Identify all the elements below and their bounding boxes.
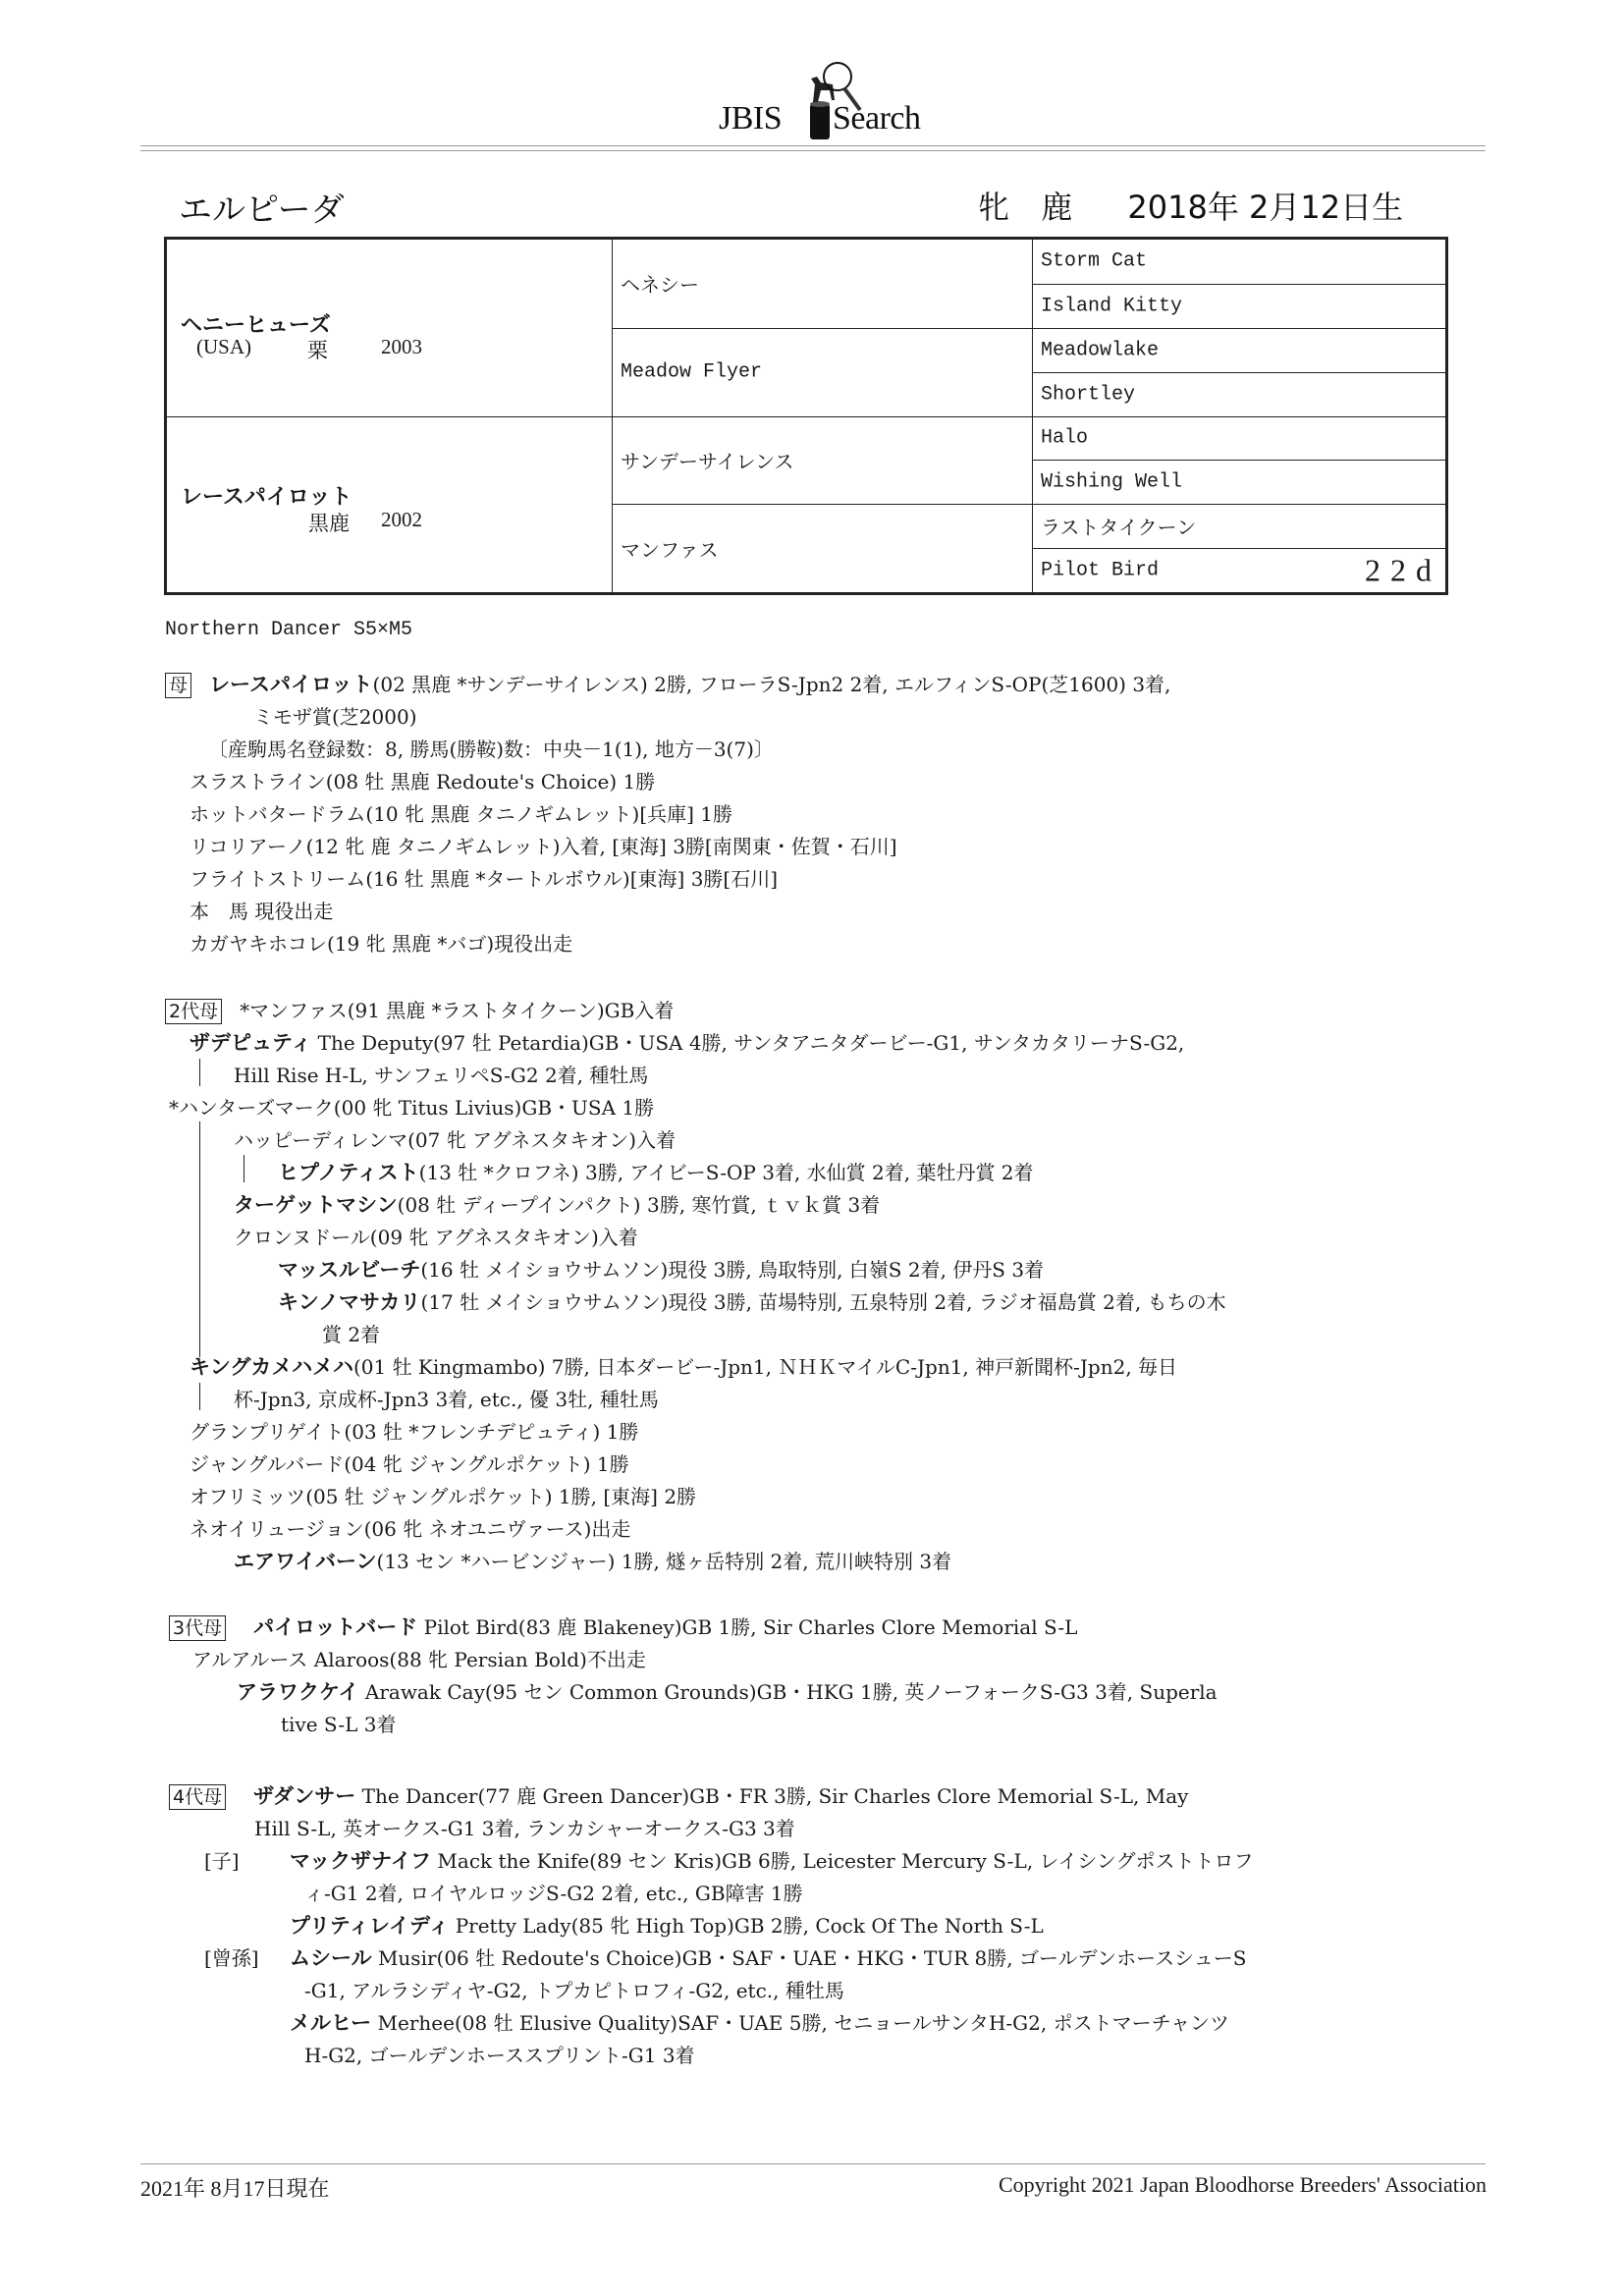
logo-text-search: Search — [833, 100, 921, 137]
sire-year: 2003 — [381, 335, 422, 358]
granddam-line — [165, 997, 674, 1024]
horse-color: 鹿 — [1041, 189, 1073, 226]
granddam-line: 賞 2着 — [322, 1323, 381, 1346]
fourth-dam-line — [290, 1944, 1246, 1972]
granddam-line: グランプリゲイト(03 牡 *フレンチデピュティ) 1勝 — [189, 1420, 639, 1444]
family-number: 22d — [1365, 552, 1441, 588]
footer-rule — [140, 2163, 1486, 2164]
record-text: Arawak Cay(95 セン Common Grounds)GB・HKG 1勝, 英ノーフォークS-G3 3着, Superla — [358, 1680, 1218, 1704]
progeny-line: リコリアーノ(12 牝 鹿 タニノギムレット)入着, [東海] 3勝[南関東・佐賀・石川] — [189, 835, 897, 858]
horse-name-bold: マックザナイフ — [290, 1849, 432, 1873]
jbis-search-logo — [707, 55, 943, 143]
record-text: The Deputy(97 牡 Petardia)GB・USA 4勝, サンタアニタダービー-G1, サンタカタリーナS-G2, — [311, 1031, 1185, 1055]
pedigree-sire-cell — [167, 240, 613, 416]
granddam-line — [189, 1029, 1184, 1057]
inbreeding-note: Northern Dancer S5×M5 — [165, 619, 413, 641]
pedigree-gen2-name: マンファス — [621, 540, 719, 564]
dam-year: 2002 — [381, 507, 422, 531]
pedigree-gen3-name: ラストタイクーン — [1041, 519, 1197, 542]
horse-name-bold: ムシール — [290, 1946, 372, 1970]
granddam-line: 杯-Jpn3, 京成杯-Jpn3 3着, etc., 優 3牡, 種牡馬 — [234, 1388, 659, 1411]
record-text: (17 牡 メイショウサムソン)現役 3勝, 苗場特別, 五泉特別 2着, ラジオ福島賞 2着, もちの木 — [420, 1290, 1226, 1314]
horse-name-bold: メルヒー — [290, 2011, 372, 2035]
fourth-dam-line — [169, 1782, 1188, 1810]
pedigree-gen2-name: ヘネシー — [621, 275, 699, 299]
horse-name-bold: ヒプノティスト — [278, 1161, 419, 1184]
lineage-bar — [199, 1059, 200, 1086]
section-tag-dam: 母 — [165, 673, 191, 698]
pedigree-dam-cell — [167, 416, 613, 593]
horse-name-bold: キンノマサカリ — [278, 1290, 421, 1314]
section-tag-fourth-dam: 4代母 — [169, 1784, 226, 1810]
record-text: (13 セン *ハービンジャー) 1勝, 燧ヶ岳特別 2着, 荒川峡特別 3着 — [376, 1550, 952, 1573]
fourth-dam-line — [290, 2009, 1229, 2037]
granddam-line: クロンヌドール(09 牝 アグネスタキオン)入着 — [234, 1226, 638, 1249]
granddam-line — [189, 1353, 1177, 1381]
pedigree-gen3-cell — [1033, 240, 1445, 284]
progeny-line: カガヤキホコレ(19 牝 黒鹿 *バゴ)現役出走 — [189, 932, 573, 956]
section-tag-third-dam: 3代母 — [169, 1615, 226, 1641]
fourth-dam-line: Hill S-L, 英オークス-G1 3着, ランカシャーオークス-G3 3着 — [254, 1817, 795, 1840]
third-dam-line: tive S-L 3着 — [281, 1713, 397, 1736]
fourth-dam-line — [290, 1912, 1044, 1940]
pedigree-gen3-cell — [1033, 504, 1445, 548]
granddam-line — [278, 1159, 1034, 1186]
horse-name-bold: エアワイバーン — [234, 1550, 377, 1573]
third-dam-line — [237, 1678, 1218, 1706]
granddam-line: Hill Rise H-L, サンフェリペS-G2 2着, 種牡馬 — [234, 1064, 649, 1087]
progeny-line: 本 馬 現役出走 — [189, 900, 334, 923]
dam-line: ミモザ賞(芝2000) — [253, 705, 417, 729]
granddam-line — [234, 1548, 951, 1575]
pedigree-gen3-cell — [1033, 548, 1445, 592]
header-rule-bottom — [140, 150, 1486, 151]
record-text: (02 黒鹿 *サンデーサイレンス) 2勝, フローラS-Jpn2 2着, エルフィンS-OP(芝1600) 3着, — [372, 673, 1171, 696]
pedigree-gen3-name: Island Kitty — [1041, 295, 1183, 318]
pedigree-gen3-cell — [1033, 372, 1445, 416]
horse-name-bold: レースパイロット — [209, 673, 373, 696]
relation-label: [曾孫] — [204, 1946, 259, 1970]
as-of-date: 2021年 8月17日現在 — [140, 2176, 330, 2201]
pedigree-gen3-cell — [1033, 460, 1445, 504]
granddam-line: ハッピーディレンマ(07 牝 アグネスタキオン)入着 — [234, 1128, 677, 1152]
record-text: *マンファス(91 黒鹿 *ラストタイクーン)GB入着 — [240, 999, 675, 1022]
dam-line — [165, 671, 1170, 698]
pedigree-gen3-name: Pilot Bird — [1041, 559, 1160, 582]
granddam-line: オフリミッツ(05 牡 ジャングルポケット) 1勝, [東海] 2勝 — [189, 1485, 697, 1508]
granddam-line: ネオイリュージョン(06 牝 ネオユニヴァース)出走 — [189, 1517, 631, 1541]
pedigree-gen2-cell — [613, 504, 1033, 592]
pedigree-gen3-name: Wishing Well — [1041, 470, 1183, 494]
fourth-dam-line: -G1, アルラシディヤ-G2, トプカピトロフィ-G2, etc., 種牡馬 — [304, 1979, 844, 2002]
horse-name: エルピーダ — [179, 191, 345, 230]
record-text: The Dancer(77 鹿 Green Dancer)GB・FR 3勝, Sir Charles Clore Memorial S-L, May — [355, 1784, 1189, 1808]
pedigree-gen2-name: Meadow Flyer — [621, 360, 763, 384]
horse-profile — [978, 183, 1425, 228]
record-text: Merhee(08 牡 Elusive Quality)SAF・UAE 5勝, セニョールサンタH-G2, ポストマーチャンツ — [371, 2011, 1230, 2035]
lineage-bar — [199, 1383, 200, 1410]
horse-name-bold: キングカメハメハ — [189, 1355, 353, 1379]
pedigree-gen3-name: Meadowlake — [1041, 339, 1160, 362]
record-text: Mack the Knife(89 セン Kris)GB 6勝, Leicester Mercury S-L, レイシングポストトロフ — [431, 1849, 1254, 1873]
granddam-line: ジャングルバード(04 牝 ジャングルポケット) 1勝 — [189, 1452, 629, 1476]
fourth-dam-line — [290, 1847, 1254, 1875]
pedigree-gen2-name: サンデーサイレンス — [621, 452, 794, 475]
pedigree-table — [164, 237, 1448, 595]
horse-name-bold: パイロットバード — [253, 1615, 418, 1639]
record-text: (16 牡 メイショウサムソン)現役 3勝, 鳥取特別, 白嶺S 2着, 伊丹S 3着 — [420, 1258, 1045, 1282]
sire-origin: (USA) — [196, 335, 251, 358]
horse-name-bold: ターゲットマシン — [234, 1193, 398, 1217]
pedigree-gen3-cell — [1033, 284, 1445, 328]
pedigree-gen2-cell — [613, 416, 1033, 505]
record-text: (01 牡 Kingmambo) 7勝, 日本ダービー-Jpn1, ＮＨＫマイルC-Jpn1, 神戸新聞杯-Jpn2, 毎日 — [352, 1355, 1178, 1379]
record-text: Pretty Lady(85 牝 High Top)GB 2勝, Cock Of The North S-L — [449, 1914, 1044, 1938]
sire-color: 栗 — [307, 339, 328, 362]
pedigree-gen3-cell — [1033, 328, 1445, 372]
granddam-line: *ハンターズマーク(00 牝 Titus Livius)GB・USA 1勝 — [169, 1096, 655, 1120]
pedigree-gen2-cell — [613, 328, 1033, 416]
horse-name-bold: ザダンサー — [253, 1784, 356, 1808]
third-dam-line — [169, 1613, 1077, 1641]
dam-progeny-summary: 〔産駒馬名登録数：8, 勝馬(勝鞍)数：中央－1(1), 地方－3(7)〕 — [208, 738, 774, 761]
lineage-bar — [199, 1121, 200, 1357]
third-dam-line: アルアルース Alaroos(88 牝 Persian Bold)不出走 — [192, 1648, 646, 1671]
horse-name-bold: ザデピュティ — [189, 1031, 312, 1055]
pedigree-gen3-cell — [1033, 416, 1445, 461]
granddam-line — [234, 1191, 880, 1219]
section-tag-granddam: 2代母 — [165, 999, 222, 1024]
sire-name: ヘニーヒューズ — [181, 313, 331, 338]
pedigree-gen3-name: Shortley — [1041, 383, 1136, 407]
pedigree-gen2-cell — [613, 240, 1033, 328]
horse-name-bold: アラワクケイ — [237, 1680, 359, 1704]
fourth-dam-line: ィ-G1 2着, ロイヤルロッジS-G2 2着, etc., GB障害 1勝 — [304, 1882, 803, 1905]
horse-name-bold: マッスルビーチ — [278, 1258, 421, 1282]
granddam-line — [278, 1256, 1044, 1284]
horse-name-bold: プリティレイディ — [290, 1914, 450, 1938]
pedigree-gen3-name: Storm Cat — [1041, 249, 1148, 273]
granddam-line — [278, 1288, 1226, 1316]
record-text: Pilot Bird(83 鹿 Blakeney)GB 1勝, Sir Charles Clore Memorial S-L — [417, 1615, 1078, 1639]
record-text: (08 牡 ディープインパクト) 3勝, 寒竹賞, ｔｖｋ賞 3着 — [397, 1193, 881, 1217]
copyright: Copyright 2021 Japan Bloodhorse Breeders' Association — [998, 2172, 1487, 2197]
pedigree-gen3-name: Halo — [1041, 426, 1089, 450]
record-text: Musir(06 牡 Redoute's Choice)GB・SAF・UAE・HKG・TUR 8勝, ゴールデンホースシューS — [371, 1946, 1247, 1970]
logo-text-jbis: JBIS — [719, 100, 783, 137]
header-rule-top — [140, 145, 1486, 146]
relation-label: [子] — [204, 1849, 240, 1873]
record-text: (13 牡 *クロフネ) 3勝, アイビーS-OP 3着, 水仙賞 2着, 葉牡丹賞 2着 — [418, 1161, 1034, 1184]
dam-color: 黒鹿 — [308, 511, 350, 535]
progeny-line: ホットバタードラム(10 牝 黒鹿 タニノギムレット)[兵庫] 1勝 — [189, 802, 733, 826]
horse-sex: 牝 — [978, 189, 1010, 226]
dam-name: レースパイロット — [181, 484, 352, 510]
fourth-dam-line: H-G2, ゴールデンホーススプリント-G1 3着 — [304, 2044, 695, 2067]
progeny-line: スラストライン(08 牡 黒鹿 Redoute's Choice) 1勝 — [189, 770, 656, 793]
birth-date: 2018年 2月12日生 — [1127, 189, 1404, 226]
progeny-line: フライトストリーム(16 牡 黒鹿 *タートルボウル)[東海] 3勝[石川] — [189, 867, 779, 891]
